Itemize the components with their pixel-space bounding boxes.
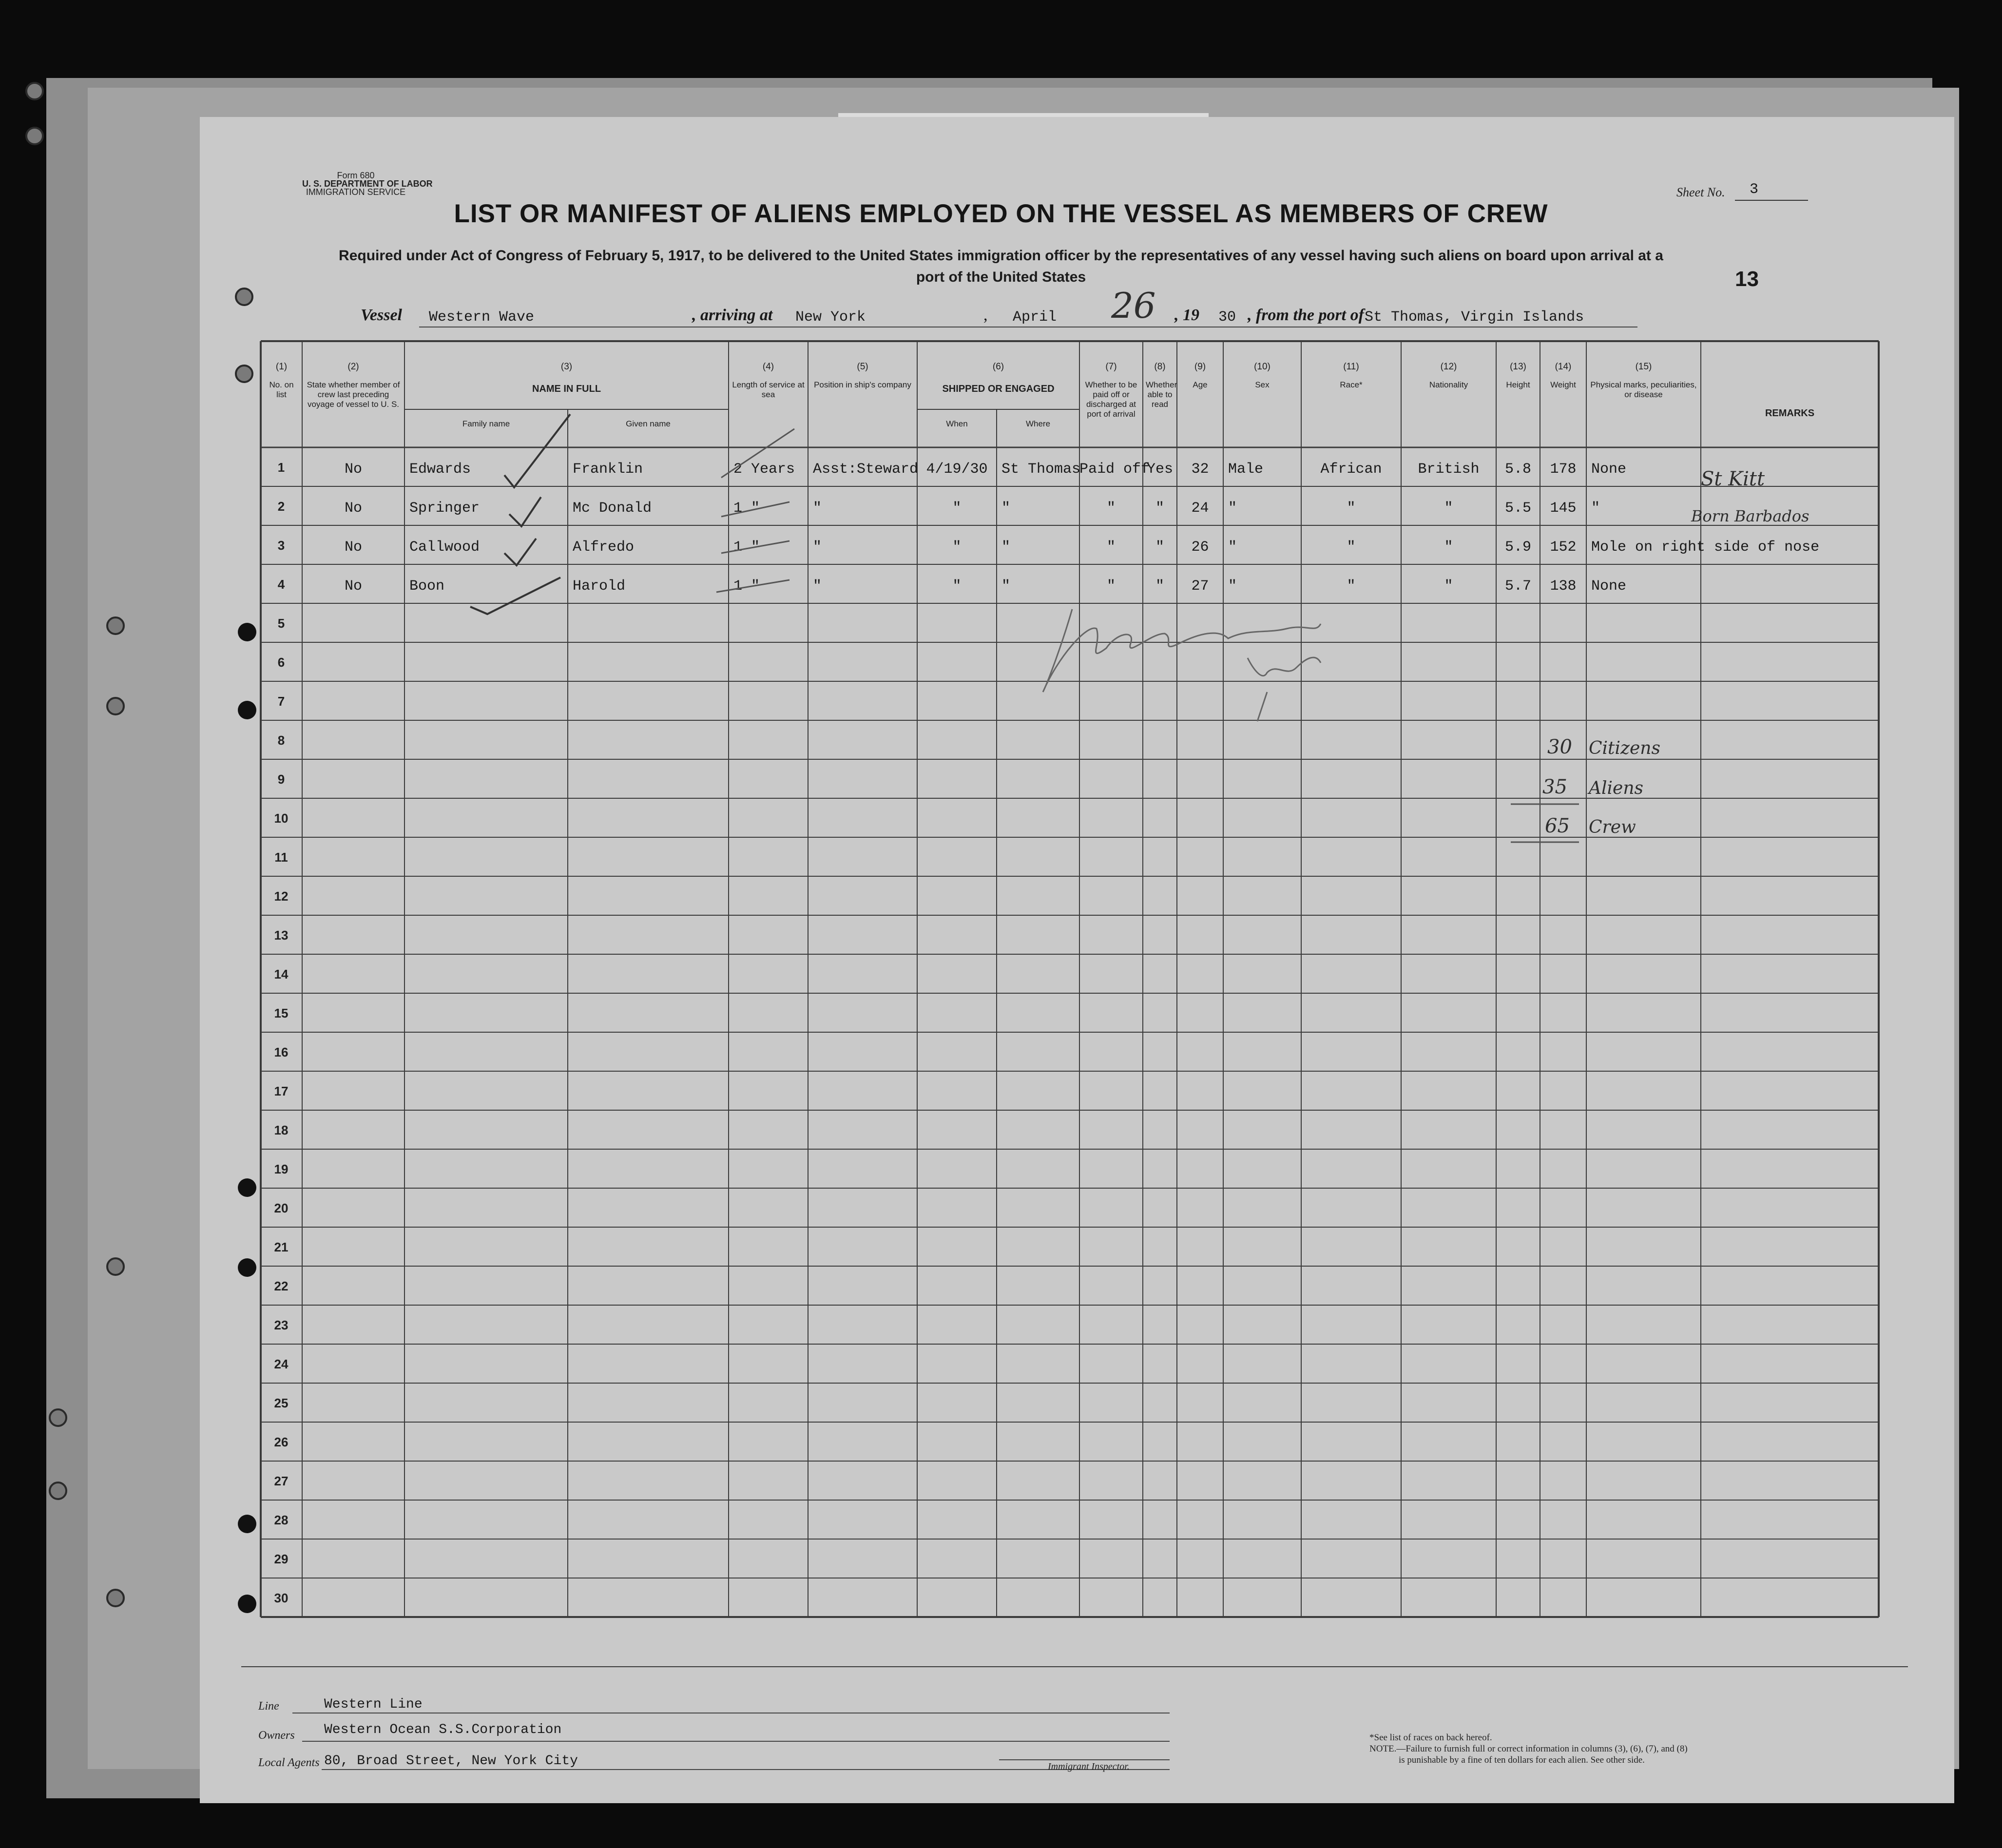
cell-where: ": [1001, 500, 1011, 517]
column-header-label: State whether member of crew last preceding voyage of vessel to U. S.: [307, 380, 400, 409]
row-number: 5: [277, 616, 285, 631]
row-number: 30: [274, 1591, 289, 1605]
row-number: 18: [274, 1123, 289, 1137]
cell-age: 32: [1191, 461, 1209, 478]
cell-nationality: ": [1444, 500, 1453, 517]
cell-race: ": [1347, 578, 1356, 595]
footer-owners-underline: [302, 1741, 1170, 1742]
cell-paid: ": [1106, 539, 1116, 556]
cell-read: ": [1155, 539, 1164, 556]
column-header-label: Age: [1193, 380, 1208, 389]
footnote-penalty-cont: is punishable by a fine of ten dollars for each alien. See other side.: [1399, 1755, 1645, 1765]
arriving-label: , arriving at: [692, 306, 773, 324]
service-tick-1: [721, 429, 794, 478]
arriving-port: New York: [795, 309, 866, 326]
arrival-year: 30: [1218, 309, 1236, 326]
cell-marks: None: [1591, 461, 1627, 478]
cell-family: Boon: [409, 578, 445, 595]
column-number: (8): [1154, 362, 1166, 372]
sheet-label: Sheet No.: [1676, 185, 1725, 199]
row-number: 4: [277, 577, 285, 592]
cell-height: 5.8: [1504, 461, 1531, 478]
cell-family: Edwards: [409, 461, 471, 478]
column-header-label: Whether to be paid off or discharged at port of arrival: [1085, 380, 1137, 419]
stamp-number: 13: [1735, 267, 1759, 291]
row-number: 11: [274, 850, 288, 865]
inspector-label: Immigrant Inspector.: [1048, 1761, 1130, 1772]
column-header-label: REMARKS: [1765, 408, 1815, 419]
row-number: 20: [274, 1201, 289, 1215]
row-number: 7: [277, 694, 285, 709]
cell-service: 1 ": [733, 578, 760, 595]
column-number: (14): [1555, 362, 1572, 372]
row-number: 22: [274, 1279, 289, 1293]
cell-race: ": [1347, 539, 1356, 556]
vessel-label: Vessel: [361, 306, 402, 324]
row-number: 10: [274, 811, 289, 826]
footnote-races: *See list of races on back hereof.: [1369, 1732, 1492, 1743]
row-number: 24: [274, 1357, 289, 1371]
cell-sex: ": [1228, 539, 1237, 556]
column-subheader: When: [946, 419, 968, 428]
cell-read: Yes: [1146, 461, 1173, 478]
cell-given: Harold: [573, 578, 626, 595]
cell-when: ": [952, 578, 962, 595]
tally-label-aliens: Aliens: [1589, 778, 1643, 798]
check-mark-1: [504, 414, 570, 487]
column-subheader: Where: [1025, 419, 1051, 428]
footer-agents-value: 80, Broad Street, New York City: [324, 1753, 578, 1769]
cell-sex: ": [1228, 500, 1237, 517]
service-tick-4: [716, 580, 789, 592]
row-number: 15: [274, 1006, 289, 1020]
footer-line-label: Line: [258, 1700, 279, 1713]
departure-port: St Thomas, Virgin Islands: [1365, 309, 1584, 326]
column-number: (2): [347, 362, 359, 372]
service-name: IMMIGRATION SERVICE: [306, 187, 406, 197]
column-header-label: Weight: [1550, 380, 1576, 389]
column-header-label: Physical marks, peculiarities, or disease: [1590, 380, 1697, 399]
column-header-label: Height: [1506, 380, 1530, 389]
cell-service: 1 ": [733, 500, 760, 517]
cell-when: ": [952, 500, 962, 517]
cell-sex: Male: [1228, 461, 1264, 478]
arrival-month: April: [1013, 309, 1057, 326]
cell-marks: Mole on right side of nose: [1591, 539, 1820, 556]
column-number: (7): [1105, 362, 1117, 372]
row-number: 28: [274, 1513, 289, 1527]
cell-where: St Thomas: [1001, 461, 1081, 478]
cell-position: Asst:Steward: [813, 461, 919, 478]
column-subheader: Family name: [462, 419, 510, 428]
row-number: 23: [274, 1318, 289, 1332]
cell-where: ": [1001, 578, 1011, 595]
cell-when: 4/19/30: [926, 461, 988, 478]
cell-height: 5.5: [1504, 500, 1531, 517]
cell-age: 24: [1191, 500, 1209, 517]
cell-race: ": [1347, 500, 1356, 517]
cell-family: Springer: [409, 500, 480, 517]
cell-height: 5.7: [1504, 578, 1531, 595]
cell-paid: ": [1106, 500, 1116, 517]
row-number: 6: [277, 655, 285, 670]
cell-prev: No: [344, 500, 362, 517]
cell-read: ": [1155, 578, 1164, 595]
row-number: 8: [277, 733, 285, 748]
year-prefix: , 19: [1174, 306, 1199, 324]
tally-label-crew: Crew: [1589, 817, 1636, 837]
row-number: 12: [274, 889, 289, 904]
signature: [1043, 609, 1321, 721]
department-name: U. S. DEPARTMENT OF LABOR: [302, 179, 433, 189]
row-number: 3: [277, 538, 285, 553]
subtitle-line2: port of the United States: [916, 269, 1086, 285]
cell-weight: 178: [1550, 461, 1577, 478]
footer-owners-label: Owners: [258, 1729, 295, 1742]
column-number: (13): [1510, 362, 1526, 372]
cell-sex: ": [1228, 578, 1237, 595]
cell-marks: None: [1591, 578, 1627, 595]
footer-line-value: Western Line: [324, 1697, 423, 1712]
subtitle-line1: Required under Act of Congress of February 5, 1917, to be delivered to the United States immigration officer by the representatives of any vessel having such aliens on board upon arrival at a: [339, 248, 1663, 264]
column-number: (3): [560, 362, 573, 372]
column-number: (1): [275, 362, 288, 372]
check-mark-4: [470, 578, 560, 614]
cell-age: 27: [1191, 578, 1209, 595]
inspector-underline: [999, 1759, 1170, 1760]
page-title: LIST OR MANIFEST OF ALIENS EMPLOYED ON THE VESSEL AS MEMBERS OF CREW: [454, 199, 1548, 228]
check-mark-2: [509, 497, 541, 526]
cell-height: 5.9: [1504, 539, 1531, 556]
footer-agents-underline: [322, 1769, 1170, 1770]
service-tick-2: [721, 502, 789, 517]
form-number: Form 680: [337, 171, 375, 180]
cell-when: ": [952, 539, 962, 556]
from-label: , from the port of: [1248, 306, 1364, 324]
tally-count-crew: 65: [1545, 815, 1570, 837]
cell-read: ": [1155, 500, 1164, 517]
footnote-penalty: NOTE.—Failure to furnish full or correct information in columns (3), (6), (7), and (8): [1369, 1744, 1688, 1754]
cell-family: Callwood: [409, 539, 480, 556]
row-number: 25: [274, 1396, 289, 1410]
comma: ,: [983, 306, 988, 324]
sheet-number: 3: [1750, 181, 1759, 198]
cell-weight: 145: [1550, 500, 1577, 517]
row-number: 16: [274, 1045, 289, 1059]
column-number: (10): [1254, 362, 1270, 372]
row-number: 1: [277, 460, 285, 475]
cell-age: 26: [1191, 539, 1209, 556]
cell-paid: Paid off: [1079, 461, 1150, 478]
column-number: (6): [992, 362, 1004, 372]
row-number: 29: [274, 1552, 289, 1566]
remark-row-2: Born Barbados: [1691, 507, 1810, 525]
column-header-label: Whether able to read: [1146, 380, 1177, 409]
column-header-label: Position in ship's company: [814, 380, 911, 389]
cell-position: ": [813, 539, 822, 556]
footer-agents-label: Local Agents: [258, 1756, 320, 1769]
service-tick-3: [721, 541, 789, 553]
cell-position: ": [813, 500, 822, 517]
row-number: 2: [277, 499, 285, 514]
column-header-label: No. on list: [269, 380, 294, 399]
column-header-label: Nationality: [1429, 380, 1468, 389]
column-header-label: Length of service at sea: [732, 380, 805, 399]
row-number: 27: [274, 1474, 289, 1488]
column-number: (9): [1194, 362, 1206, 372]
column-header-label: Sex: [1255, 380, 1270, 389]
cell-paid: ": [1106, 578, 1116, 595]
column-number: (12): [1440, 362, 1457, 372]
remark-row-1: St Kitt: [1701, 468, 1765, 490]
row-number: 13: [274, 928, 289, 943]
vessel-name: Western Wave: [429, 309, 535, 326]
cell-nationality: ": [1444, 539, 1453, 556]
cell-prev: No: [344, 578, 362, 595]
row-number: 19: [274, 1162, 289, 1176]
column-number: (15): [1635, 362, 1652, 372]
cell-given: Franklin: [573, 461, 643, 478]
cell-position: ": [813, 578, 822, 595]
row-number: 17: [274, 1084, 289, 1098]
cell-marks: ": [1591, 500, 1600, 517]
footer-owners-value: Western Ocean S.S.Corporation: [324, 1722, 562, 1737]
column-header-label: SHIPPED OR ENGAGED: [942, 384, 1055, 394]
column-number: (11): [1343, 362, 1359, 372]
check-mark-3: [504, 539, 536, 565]
tally-count-aliens: 35: [1542, 776, 1567, 798]
cell-weight: 138: [1550, 578, 1577, 595]
cell-service: 2 Years: [733, 461, 795, 478]
row-number: 9: [277, 772, 285, 787]
column-number: (5): [857, 362, 868, 372]
arrival-day: 26: [1111, 285, 1156, 326]
cell-prev: No: [344, 539, 362, 556]
cell-service: 1 ": [733, 539, 760, 556]
cell-given: Alfredo: [573, 539, 635, 556]
cell-nationality: ": [1444, 578, 1453, 595]
row-number: 26: [274, 1435, 289, 1449]
column-number: (4): [762, 362, 774, 372]
cell-weight: 152: [1550, 539, 1577, 556]
column-header-label: NAME IN FULL: [532, 384, 601, 394]
tally-count-citizens: 30: [1547, 736, 1572, 758]
column-header-label: Race*: [1340, 380, 1363, 389]
cell-race: African: [1320, 461, 1382, 478]
cell-given: Mc Donald: [573, 500, 652, 517]
cell-nationality: British: [1418, 461, 1480, 478]
cell-prev: No: [344, 461, 362, 478]
column-subheader: Given name: [626, 419, 671, 428]
row-number: 14: [274, 967, 289, 982]
row-number: 21: [274, 1240, 289, 1254]
tally-label-citizens: Citizens: [1589, 738, 1660, 758]
cell-where: ": [1001, 539, 1011, 556]
